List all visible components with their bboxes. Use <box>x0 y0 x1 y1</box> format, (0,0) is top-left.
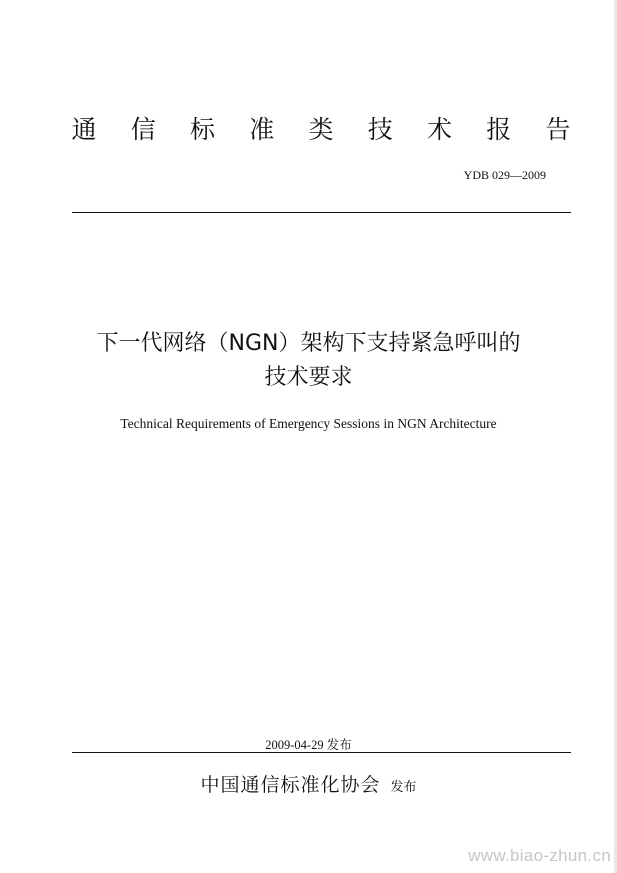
series-char: 类 <box>308 115 334 144</box>
series-char: 术 <box>426 115 452 144</box>
series-char: 信 <box>130 115 156 144</box>
issuer-name: 中国通信标准化协会 <box>200 774 381 796</box>
watermark-text: www.biao-zhun.cn <box>468 846 611 865</box>
issuer-suffix: 发布 <box>390 780 417 795</box>
title-chinese-line-1: 下一代网络（NGN）架构下支持紧急呼叫的 <box>96 331 521 356</box>
report-series-title <box>70 112 572 148</box>
series-char: 报 <box>486 115 512 144</box>
title-english: Technical Requirements of Emergency Sessions in NGN Architecture <box>120 416 497 431</box>
document-number: YDB 029—2009 <box>463 168 546 182</box>
title-chinese-line-2: 技术要求 <box>264 365 353 390</box>
series-char: 准 <box>249 115 275 144</box>
series-char: 通 <box>71 115 97 144</box>
series-char: 标 <box>189 115 215 144</box>
top-divider <box>72 212 571 213</box>
series-char: 告 <box>545 115 571 144</box>
bottom-divider <box>72 752 571 753</box>
issuer-line <box>100 770 517 797</box>
series-char: 技 <box>367 115 393 144</box>
publish-date: 2009-04-29 发布 <box>265 738 352 752</box>
